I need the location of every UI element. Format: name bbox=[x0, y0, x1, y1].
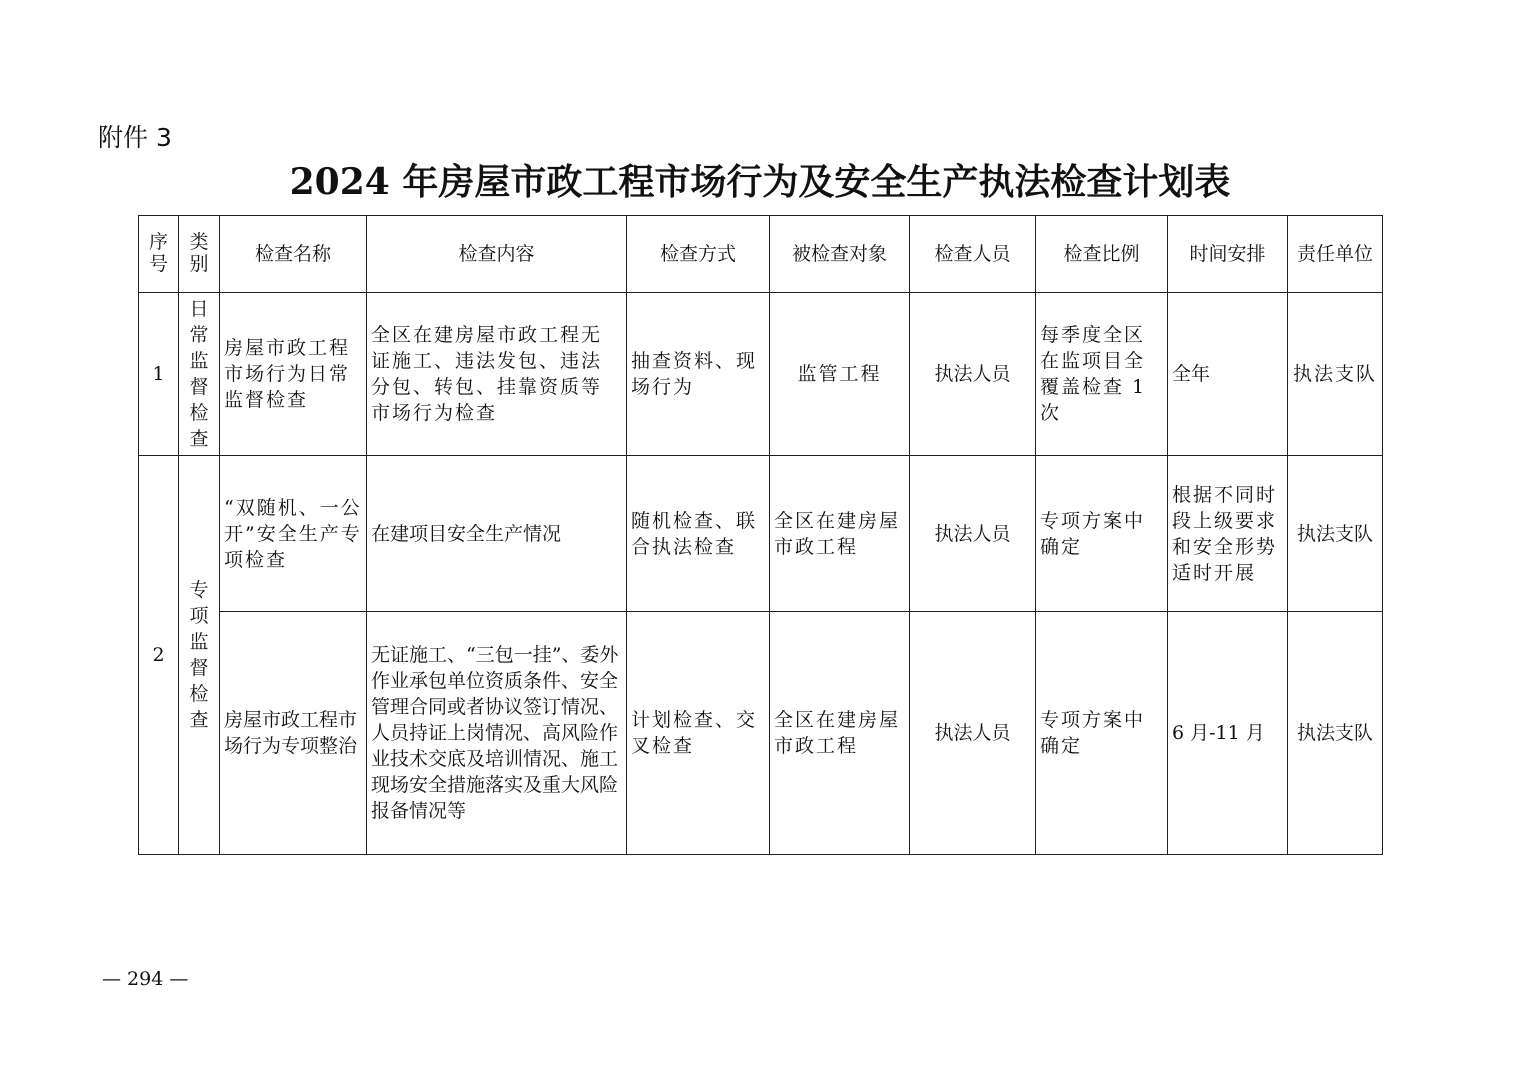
page-title: 2024 年房屋市政工程市场行为及安全生产执法检查计划表 bbox=[289, 161, 1231, 203]
row-schedule: 根据不同时段上级要求和安全形势适时开展 bbox=[1168, 456, 1288, 612]
row-unit: 执法支队 bbox=[1288, 456, 1383, 612]
row-personnel: 执法人员 bbox=[910, 293, 1036, 456]
row-schedule: 6 月-11 月 bbox=[1168, 612, 1288, 855]
row-method: 随机检查、联合执法检查 bbox=[627, 456, 770, 612]
inspection-plan-table bbox=[138, 215, 1383, 855]
header-content: 检查内容 bbox=[367, 216, 627, 293]
row-name: “双随机、一公开”安全生产专项检查 bbox=[220, 456, 367, 612]
table-row bbox=[139, 456, 1383, 612]
header-ratio: 检查比例 bbox=[1036, 216, 1168, 293]
header-seq: 序号 bbox=[139, 216, 179, 293]
row-content: 在建项目安全生产情况 bbox=[367, 456, 627, 612]
header-personnel: 检查人员 bbox=[910, 216, 1036, 293]
row-seq: 1 bbox=[139, 293, 179, 456]
header-category: 类别 bbox=[179, 216, 220, 293]
header-row bbox=[139, 216, 1383, 293]
row-category: 专项监督检查 bbox=[179, 456, 220, 855]
row-target: 监管工程 bbox=[770, 293, 910, 456]
row-content: 全区在建房屋市政工程无证施工、违法发包、违法分包、转包、挂靠资质等市场行为检查 bbox=[367, 293, 627, 456]
header-unit: 责任单位 bbox=[1288, 216, 1383, 293]
row-schedule: 全年 bbox=[1168, 293, 1288, 456]
header-name: 检查名称 bbox=[220, 216, 367, 293]
header-schedule: 时间安排 bbox=[1168, 216, 1288, 293]
row-ratio: 每季度全区在监项目全覆盖检查 1 次 bbox=[1036, 293, 1168, 456]
row-target: 全区在建房屋市政工程 bbox=[770, 612, 910, 855]
row-target: 全区在建房屋市政工程 bbox=[770, 456, 910, 612]
row-content: 无证施工、“三包一挂”、委外作业承包单位资质条件、安全管理合同或者协议签订情况、人员持证上岗情况、高风险作业技术交底及培训情况、施工现场安全措施落实及重大风险报备情况等 bbox=[367, 612, 627, 855]
row-method: 抽查资料、现场行为 bbox=[627, 293, 770, 456]
row-unit: 执法支队 bbox=[1288, 612, 1383, 855]
table-row bbox=[139, 293, 1383, 456]
attachment-label: 附件 3 bbox=[98, 123, 172, 152]
row-ratio: 专项方案中确定 bbox=[1036, 612, 1168, 855]
header-method: 检查方式 bbox=[627, 216, 770, 293]
row-personnel: 执法人员 bbox=[910, 612, 1036, 855]
row-method: 计划检查、交叉检查 bbox=[627, 612, 770, 855]
row-name: 房屋市政工程市场行为专项整治 bbox=[220, 612, 367, 855]
row-unit: 执法支队 bbox=[1288, 293, 1383, 456]
table-row bbox=[139, 612, 1383, 855]
row-category: 日常监督检查 bbox=[179, 293, 220, 456]
row-seq: 2 bbox=[139, 456, 179, 855]
page-number: — 294 — bbox=[102, 968, 189, 990]
header-target: 被检查对象 bbox=[770, 216, 910, 293]
row-name: 房屋市政工程市场行为日常监督检查 bbox=[220, 293, 367, 456]
row-ratio: 专项方案中确定 bbox=[1036, 456, 1168, 612]
row-personnel: 执法人员 bbox=[910, 456, 1036, 612]
